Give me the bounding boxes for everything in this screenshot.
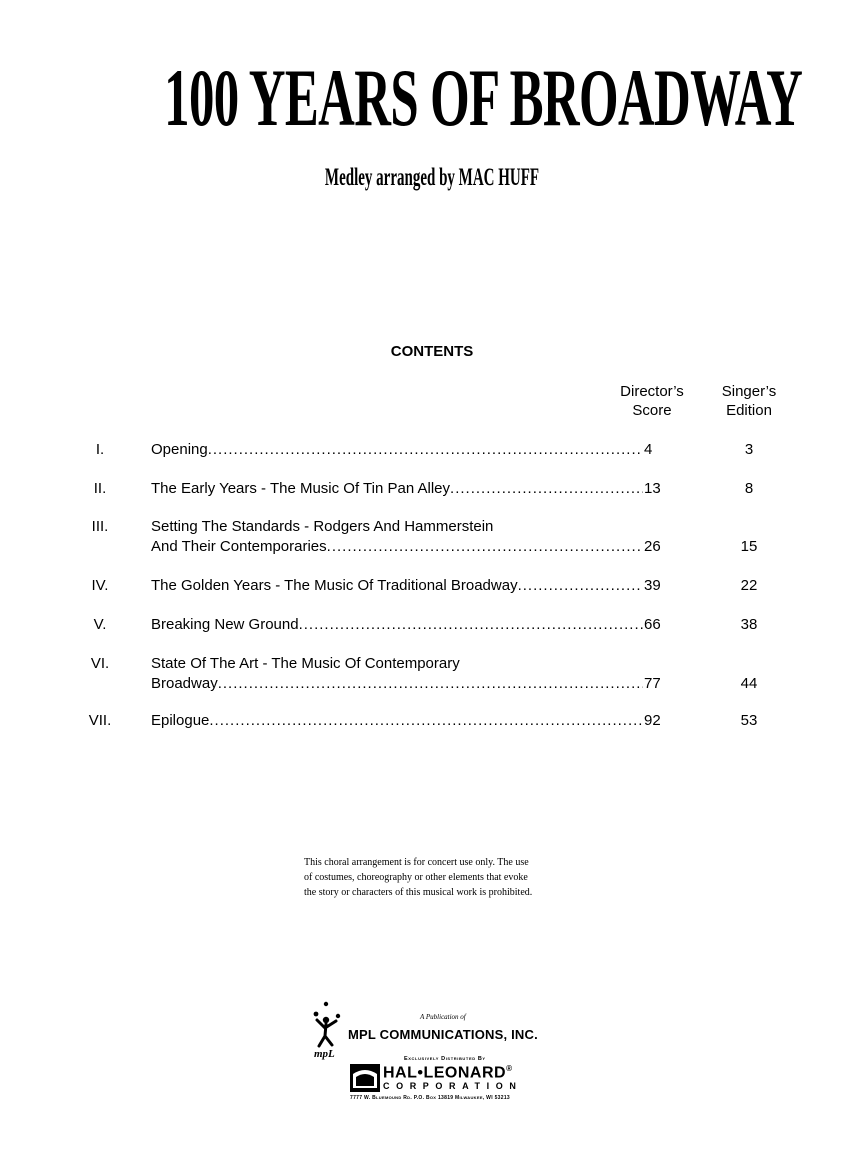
- entry-title: The Early Years - The Music Of Tin Pan Alley: [151, 480, 451, 497]
- dot-leader: [208, 440, 643, 459]
- publisher-name: MPL COMMUNICATIONS, INC.: [348, 1027, 538, 1042]
- hal-leonard-logo-icon: [350, 1064, 380, 1092]
- singers-page: 8: [744, 480, 754, 497]
- distributor-address: 7777 W. Bluemound Rd. P.O. Box 13819 Milwaukee, WI 53213: [350, 1095, 510, 1101]
- directors-page: 26: [644, 538, 661, 555]
- dot-leader: [209, 711, 643, 730]
- entry-number: VI.: [90, 655, 110, 672]
- directors-score-header: Director’s Score: [620, 383, 684, 419]
- distributor-name: HAL•LEONARD®: [383, 1064, 513, 1082]
- distributor-label: Exclusively Distributed By: [404, 1056, 486, 1062]
- distributor-corporation: CORPORATION: [383, 1081, 523, 1091]
- entry-number: II.: [93, 480, 107, 497]
- entry-title: Opening: [151, 441, 208, 458]
- singers-page: 38: [740, 616, 758, 633]
- entry-title: The Golden Years - The Music Of Traditional Broadway: [151, 577, 518, 594]
- directors-page: 66: [644, 616, 661, 633]
- entry-title: Epilogue: [151, 712, 210, 729]
- entry-number: VII.: [88, 712, 112, 729]
- entry-number: I.: [95, 441, 105, 458]
- entry-title: State Of The Art - The Music Of Contemporary: [151, 655, 460, 672]
- entry-number: IV.: [91, 577, 109, 594]
- singers-page: 3: [744, 441, 754, 458]
- directors-page: 39: [644, 577, 661, 594]
- entry-title: Setting The Standards - Rodgers And Hammerstein: [151, 518, 494, 535]
- usage-notice: This choral arrangement is for concert use only. The use of costumes, choreography or other elements that evoke the story or characters of this musical work is prohibited.: [304, 857, 533, 898]
- directors-page: 92: [644, 712, 661, 729]
- dot-leader: [327, 537, 643, 556]
- singers-page: 44: [740, 675, 758, 692]
- singers-edition-header: Singer’s Edition: [721, 383, 777, 419]
- mpl-juggler-logo-icon: [304, 1000, 348, 1060]
- dot-leader: [299, 615, 643, 634]
- arranger-credit: Medley arranged by MAC HUFF: [324, 164, 540, 191]
- contents-heading: CONTENTS: [390, 343, 474, 360]
- directors-page: 4: [644, 441, 653, 458]
- dot-leader: [450, 479, 643, 498]
- entry-title-continued: And Their Contemporaries: [151, 538, 327, 555]
- singers-page: 22: [740, 577, 758, 594]
- singers-page: 15: [740, 538, 758, 555]
- singers-page: 53: [740, 712, 758, 729]
- document-title: 100 YEARS OF BROADWAY: [164, 52, 803, 143]
- registered-mark: ®: [506, 1064, 513, 1073]
- publication-label: A Publication of: [420, 1013, 466, 1021]
- dot-leader: [518, 576, 643, 595]
- dot-leader: [218, 674, 643, 693]
- entry-number: V.: [93, 616, 107, 633]
- entry-number: III.: [91, 518, 109, 535]
- directors-page: 77: [644, 675, 661, 692]
- mpl-logo-text: mpL: [314, 1048, 335, 1060]
- directors-page: 13: [644, 480, 661, 497]
- entry-title-continued: Broadway: [151, 675, 218, 692]
- entry-title: Breaking New Ground: [151, 616, 299, 633]
